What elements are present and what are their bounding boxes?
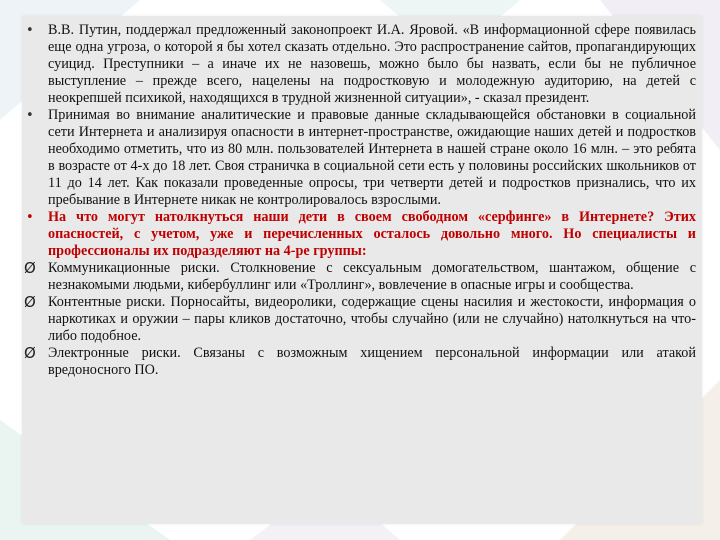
list-item	[22, 107, 702, 209]
paragraph-risk-groups-intro: На что могут натолкнуться наши дети в своем свободном «серфинге» в Интернете? Этих опасностей, с учетом, уже и перечисленных осталось довольно много. Но специалисты и профессионалы их подразделяют на 4-ре группы:	[48, 209, 696, 259]
arrow-bullet-icon: Ø	[24, 259, 36, 277]
list-item	[22, 345, 702, 379]
bullet-dot-icon: •	[26, 23, 34, 38]
bullet-dot-icon: •	[26, 108, 34, 123]
list-item	[22, 209, 702, 260]
list-item	[22, 294, 702, 345]
paragraph-putin-quote: В.В. Путин, поддержал предложенный законопроект И.А. Яровой. «В информационной сфере появилась еще одна угроза, о которой я бы хотел сказать отдельно. Это распространение сайтов, пропагандирующих суицид. Преступники – а иначе их не назовешь, можно было бы назвать, если бы не публичное выступление – прежде всего, нацелены на подростковую и молодежную аудиторию, на детей с неокрепшей психикой, находящихся в трудной жизненной ситуации», - сказал президент.	[48, 22, 696, 106]
bullet-dot-icon: •	[26, 210, 34, 225]
paragraph-content-risks: Контентные риски. Порносайты, видеоролики, содержащие сцены насилия и жестокости, информация о наркотиках и оружии – пары кликов достаточно, чтобы случайно (или не случайно) натолкнуться на что-либо подобное.	[48, 294, 696, 344]
paragraph-communication-risks: Коммуникационные риски. Столкновение с сексуальным домогательством, шантажом, общение с незнакомыми людьми, кибербуллинг или «Троллинг», вовлечение в опасные игры и сообщества.	[48, 260, 696, 293]
list-item	[22, 260, 702, 294]
arrow-bullet-icon: Ø	[24, 293, 36, 311]
list-item	[22, 22, 702, 107]
text-slide	[22, 16, 702, 524]
arrow-bullet-icon: Ø	[24, 344, 36, 362]
bullet-list	[22, 22, 702, 379]
paragraph-internet-statistics: Принимая во внимание аналитические и правовые данные складывающейся обстановки в социальной сети Интернета и анализируя опасности в интернет-пространстве, ожидающие наших детей и подростков необходимо отметить, что из 80 млн. пользователей Интернета в нашей стране около 16 млн. – это ребята в возрасте от 4-х до 18 лет. Своя страничка в социальной сети есть у половины российских школьников от 11 до 14 лет. Как показали проведенные опросы, три четверти детей и подростков признались, что их пребывание в Интернете никак не контролировалось взрослыми.	[48, 107, 696, 208]
paragraph-electronic-risks: Электронные риски. Связаны с возможным хищением персональной информации или атакой вредоносного ПО.	[48, 345, 696, 378]
